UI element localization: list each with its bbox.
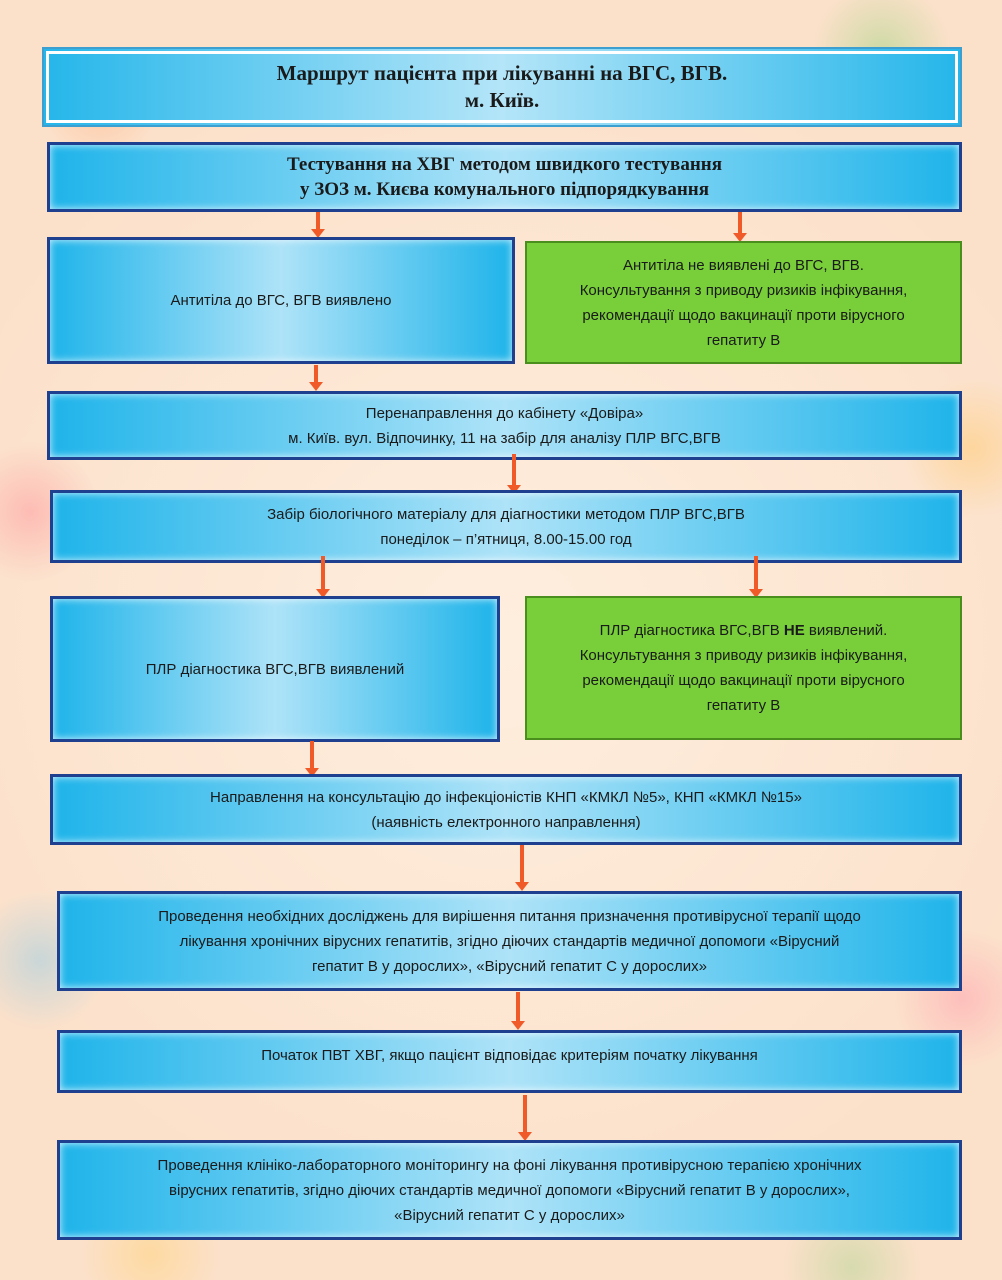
step-research (57, 891, 962, 991)
pcr-not-detected-line-4: гепатиту В (706, 697, 781, 714)
testing-line-2: у ЗОЗ м. Києва комунального підпорядкування (299, 179, 710, 200)
arrow-research-to-treatment (511, 992, 525, 1030)
not-detected-line-4: гепатиту В (706, 331, 781, 349)
title-line-2: м. Київ. (464, 88, 540, 112)
research-line-2: лікування хронічних вірусних гепатитів, згідно діючих стандартів медичної допомоги «Вірусний (179, 932, 840, 950)
arrow-pcr-to-consultation (305, 741, 319, 777)
pcr-not-detected-line-2: Консультування з приводу ризиків інфікування, (579, 647, 908, 664)
step-rapid-testing (47, 142, 962, 212)
pcr-detected-text: ПЛР діагностика ВГС,ВГВ виявлений (145, 660, 405, 678)
arrow-treatment-to-monitoring (518, 1095, 532, 1141)
arrow-testing-to-detected (311, 212, 325, 238)
diagram-title (42, 47, 962, 127)
step-pcr-not-detected (525, 596, 962, 740)
step-antibodies-detected (47, 237, 515, 364)
step-pcr-detected (50, 596, 500, 742)
pcr-not-detected-emphasis: НЕ (783, 622, 805, 639)
sample-line-2: понеділок – п’ятниця, 8.00-15.00 год (380, 530, 632, 548)
monitoring-line-2: вірусних гепатитів, згідно діючих стандартів медичної допомоги «Вірусний гепатит В у дорослих», (169, 1181, 850, 1199)
arrow-referral-to-sample (507, 454, 521, 494)
pcr-not-detected-pre: ПЛР діагностика ВГС,ВГВ (599, 622, 784, 639)
arrow-testing-to-not-detected (733, 212, 747, 242)
antibodies-detected-text: Антитіла до ВГС, ВГВ виявлено (170, 292, 392, 309)
step-sample-collection (50, 490, 962, 563)
referral-line-2: м. Київ. вул. Відпочинку, 11 на забір для аналізу ПЛР ВГС,ВГВ (288, 429, 721, 447)
treatment-start-text: Початок ПВТ ХВГ, якщо пацієнт відповідає критеріям початку лікування (261, 1047, 758, 1064)
monitoring-line-1: Проведення клініко-лабораторного моніторингу на фоні лікування противірусною терапією хронічних (157, 1156, 862, 1174)
arrow-consultation-to-research (515, 845, 529, 891)
consultation-line-2: (наявність електронного направлення) (371, 813, 641, 831)
step-consultation-referral (50, 774, 962, 845)
referral-line-1: Перенаправлення до кабінету «Довіра» (365, 404, 644, 422)
title-line-1: Маршрут пацієнта при лікуванні на ВГС, ВГВ. (276, 61, 728, 85)
pcr-not-detected-line-3: рекомендації щодо вакцинації проти вірусного (582, 672, 905, 689)
sample-line-1: Забір біологічного матеріалу для діагностики методом ПЛР ВГС,ВГВ (267, 505, 745, 523)
pcr-not-detected-post: виявлений. (804, 622, 888, 639)
step-monitoring (57, 1140, 962, 1240)
arrow-sample-to-pcr-detected (316, 556, 330, 598)
not-detected-line-2: Консультування з приводу ризиків інфікування, (579, 281, 908, 299)
research-line-1: Проведення необхідних досліджень для вирішення питання призначення противірусної терапії щодо (158, 907, 861, 925)
not-detected-line-3: рекомендації щодо вакцинації проти вірусного (582, 306, 905, 324)
arrow-detected-to-referral (309, 365, 323, 391)
not-detected-line-1: Антитіла не виявлені до ВГС, ВГВ. (623, 256, 864, 274)
testing-line-1: Тестування на ХВГ методом швидкого тестування (286, 154, 722, 175)
step-antibodies-not-detected (525, 241, 962, 364)
arrow-sample-to-pcr-not-detected (749, 556, 763, 598)
step-referral-dovira (47, 391, 962, 460)
research-line-3: гепатит В у дорослих», «Вірусний гепатит С у дорослих» (311, 957, 708, 975)
pcr-not-detected-line-1 (600, 618, 888, 643)
step-treatment-start (57, 1030, 962, 1093)
monitoring-line-3: «Вірусний гепатит С у дорослих» (394, 1206, 625, 1224)
consultation-line-1: Направлення на консультацію до інфекціоністів КНП «КМКЛ №5», КНП «КМКЛ №15» (210, 788, 802, 806)
